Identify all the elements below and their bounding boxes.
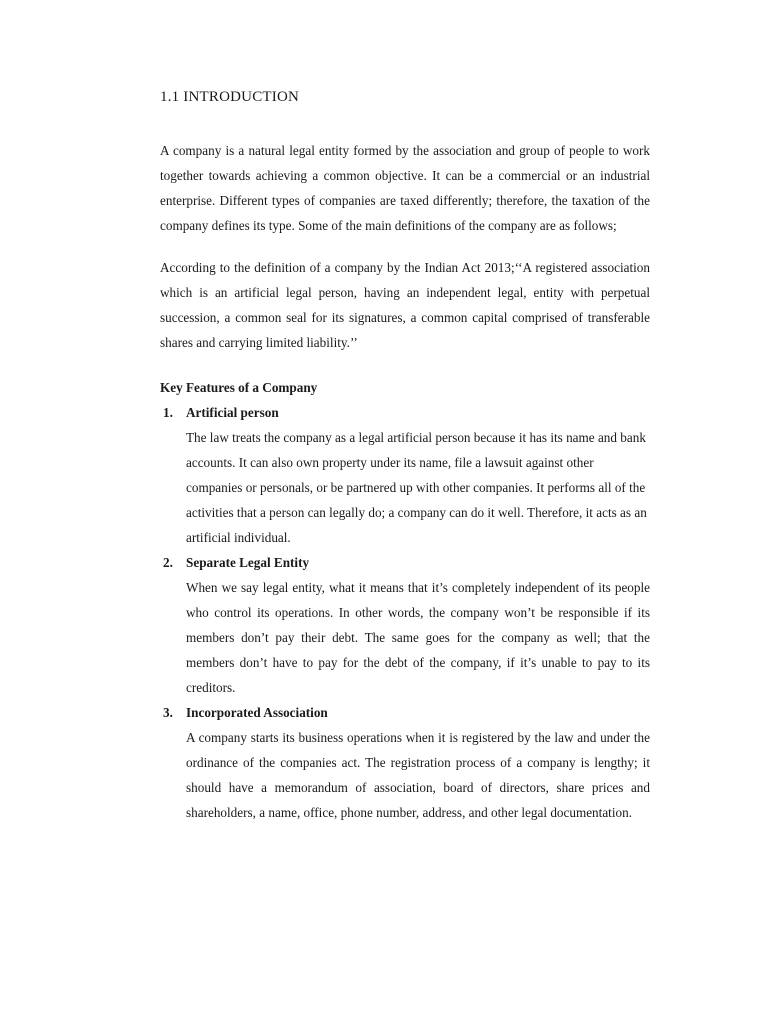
list-item-number: 2.	[163, 555, 173, 570]
list-item-title: Incorporated Association	[186, 705, 328, 720]
list-item	[160, 700, 650, 825]
list-item-number: 1.	[163, 405, 173, 420]
key-features-list	[160, 400, 650, 825]
section-title: 1.1 INTRODUCTION	[160, 89, 300, 105]
key-features-section	[160, 375, 650, 825]
list-item	[160, 550, 650, 700]
list-item-number: 3.	[163, 705, 173, 720]
list-item-title: Separate Legal Entity	[186, 555, 310, 570]
definition-paragraph: According to the definition of a company by the Indian Act 2013;‘‘A registered association which is an artificial legal person, having an independent legal, entity with perpetual succession, a common seal for its signatures, a common capital comprised of transferable shares and carrying limited liability.’’	[160, 260, 650, 350]
document-page	[160, 86, 650, 825]
key-features-heading: Key Features of a Company	[160, 380, 318, 395]
list-item-title: Artificial person	[186, 405, 279, 420]
list-item-body: A company starts its business operations when it is registered by the law and under the ordinance of the companies act. The registration process of a company is lengthy; it should have a memorandum of association, board of directors, share prices and shareholders, a name, office, phone number, address, and other legal documentation.	[186, 730, 650, 820]
list-item	[160, 400, 650, 550]
list-item-body: The law treats the company as a legal artificial person because it has its name and bank accounts. It can also own property under its name, file a lawsuit against other companies or personals, or be partnered up with other companies. It performs all of the activities that a person can legally do; a company can do it well. Therefore, it acts as an artificial individual.	[186, 430, 647, 545]
list-item-body: When we say legal entity, what it means that it’s completely independent of its people who control its operations. In other words, the company won’t be responsible if its members don’t pay their debt. The same goes for the company as well; that the members don’t have to pay for the debt of the company, if it’s unable to pay to its creditors.	[186, 580, 650, 695]
intro-paragraph: A company is a natural legal entity formed by the association and group of people to work together towards achieving a common objective. It can be a commercial or an industrial enterprise. Different types of companies are taxed differently; therefore, the taxation of the company defines its type. Some of the main definitions of the company are as follows;	[160, 143, 650, 233]
